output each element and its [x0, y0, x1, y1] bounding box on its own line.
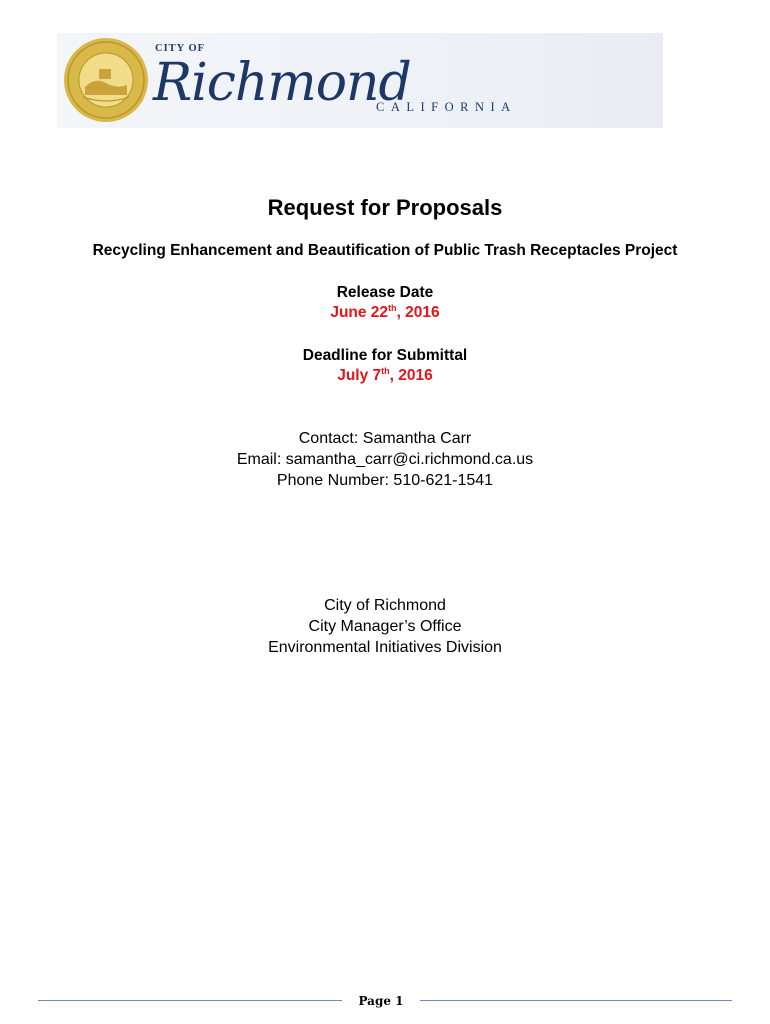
deadline-label: Deadline for Submittal	[302, 347, 468, 364]
document-title: Request for Proposals	[267, 195, 503, 220]
org-office: City Manager’s Office	[308, 618, 462, 635]
release-date-label: Release Date	[336, 284, 434, 301]
release-date: June 22th, 2016	[330, 302, 440, 321]
project-name: Recycling Enhancement and Beautification of Public Trash Receptacles Project	[92, 242, 678, 259]
logo-city-of-text: CITY OF	[155, 43, 206, 54]
org-division: Environmental Initiatives Division	[268, 639, 502, 656]
logo-state-text: CALIFORNIA	[376, 100, 517, 114]
deadline-date: July 7th, 2016	[337, 365, 433, 384]
city-logo-banner	[57, 33, 663, 128]
footer-rule-right	[420, 1000, 732, 1001]
contact-email: Email: samantha_carr@ci.richmond.ca.us	[236, 451, 534, 468]
org-city: City of Richmond	[324, 597, 446, 614]
city-seal-icon	[63, 37, 149, 123]
logo-city-name: Richmond	[153, 53, 411, 113]
footer-rule-left	[38, 1000, 342, 1001]
contact-name: Contact: Samantha Carr	[298, 430, 472, 447]
page-number: Page 1	[358, 994, 404, 1008]
contact-phone: Phone Number: 510-621-1541	[276, 472, 494, 489]
